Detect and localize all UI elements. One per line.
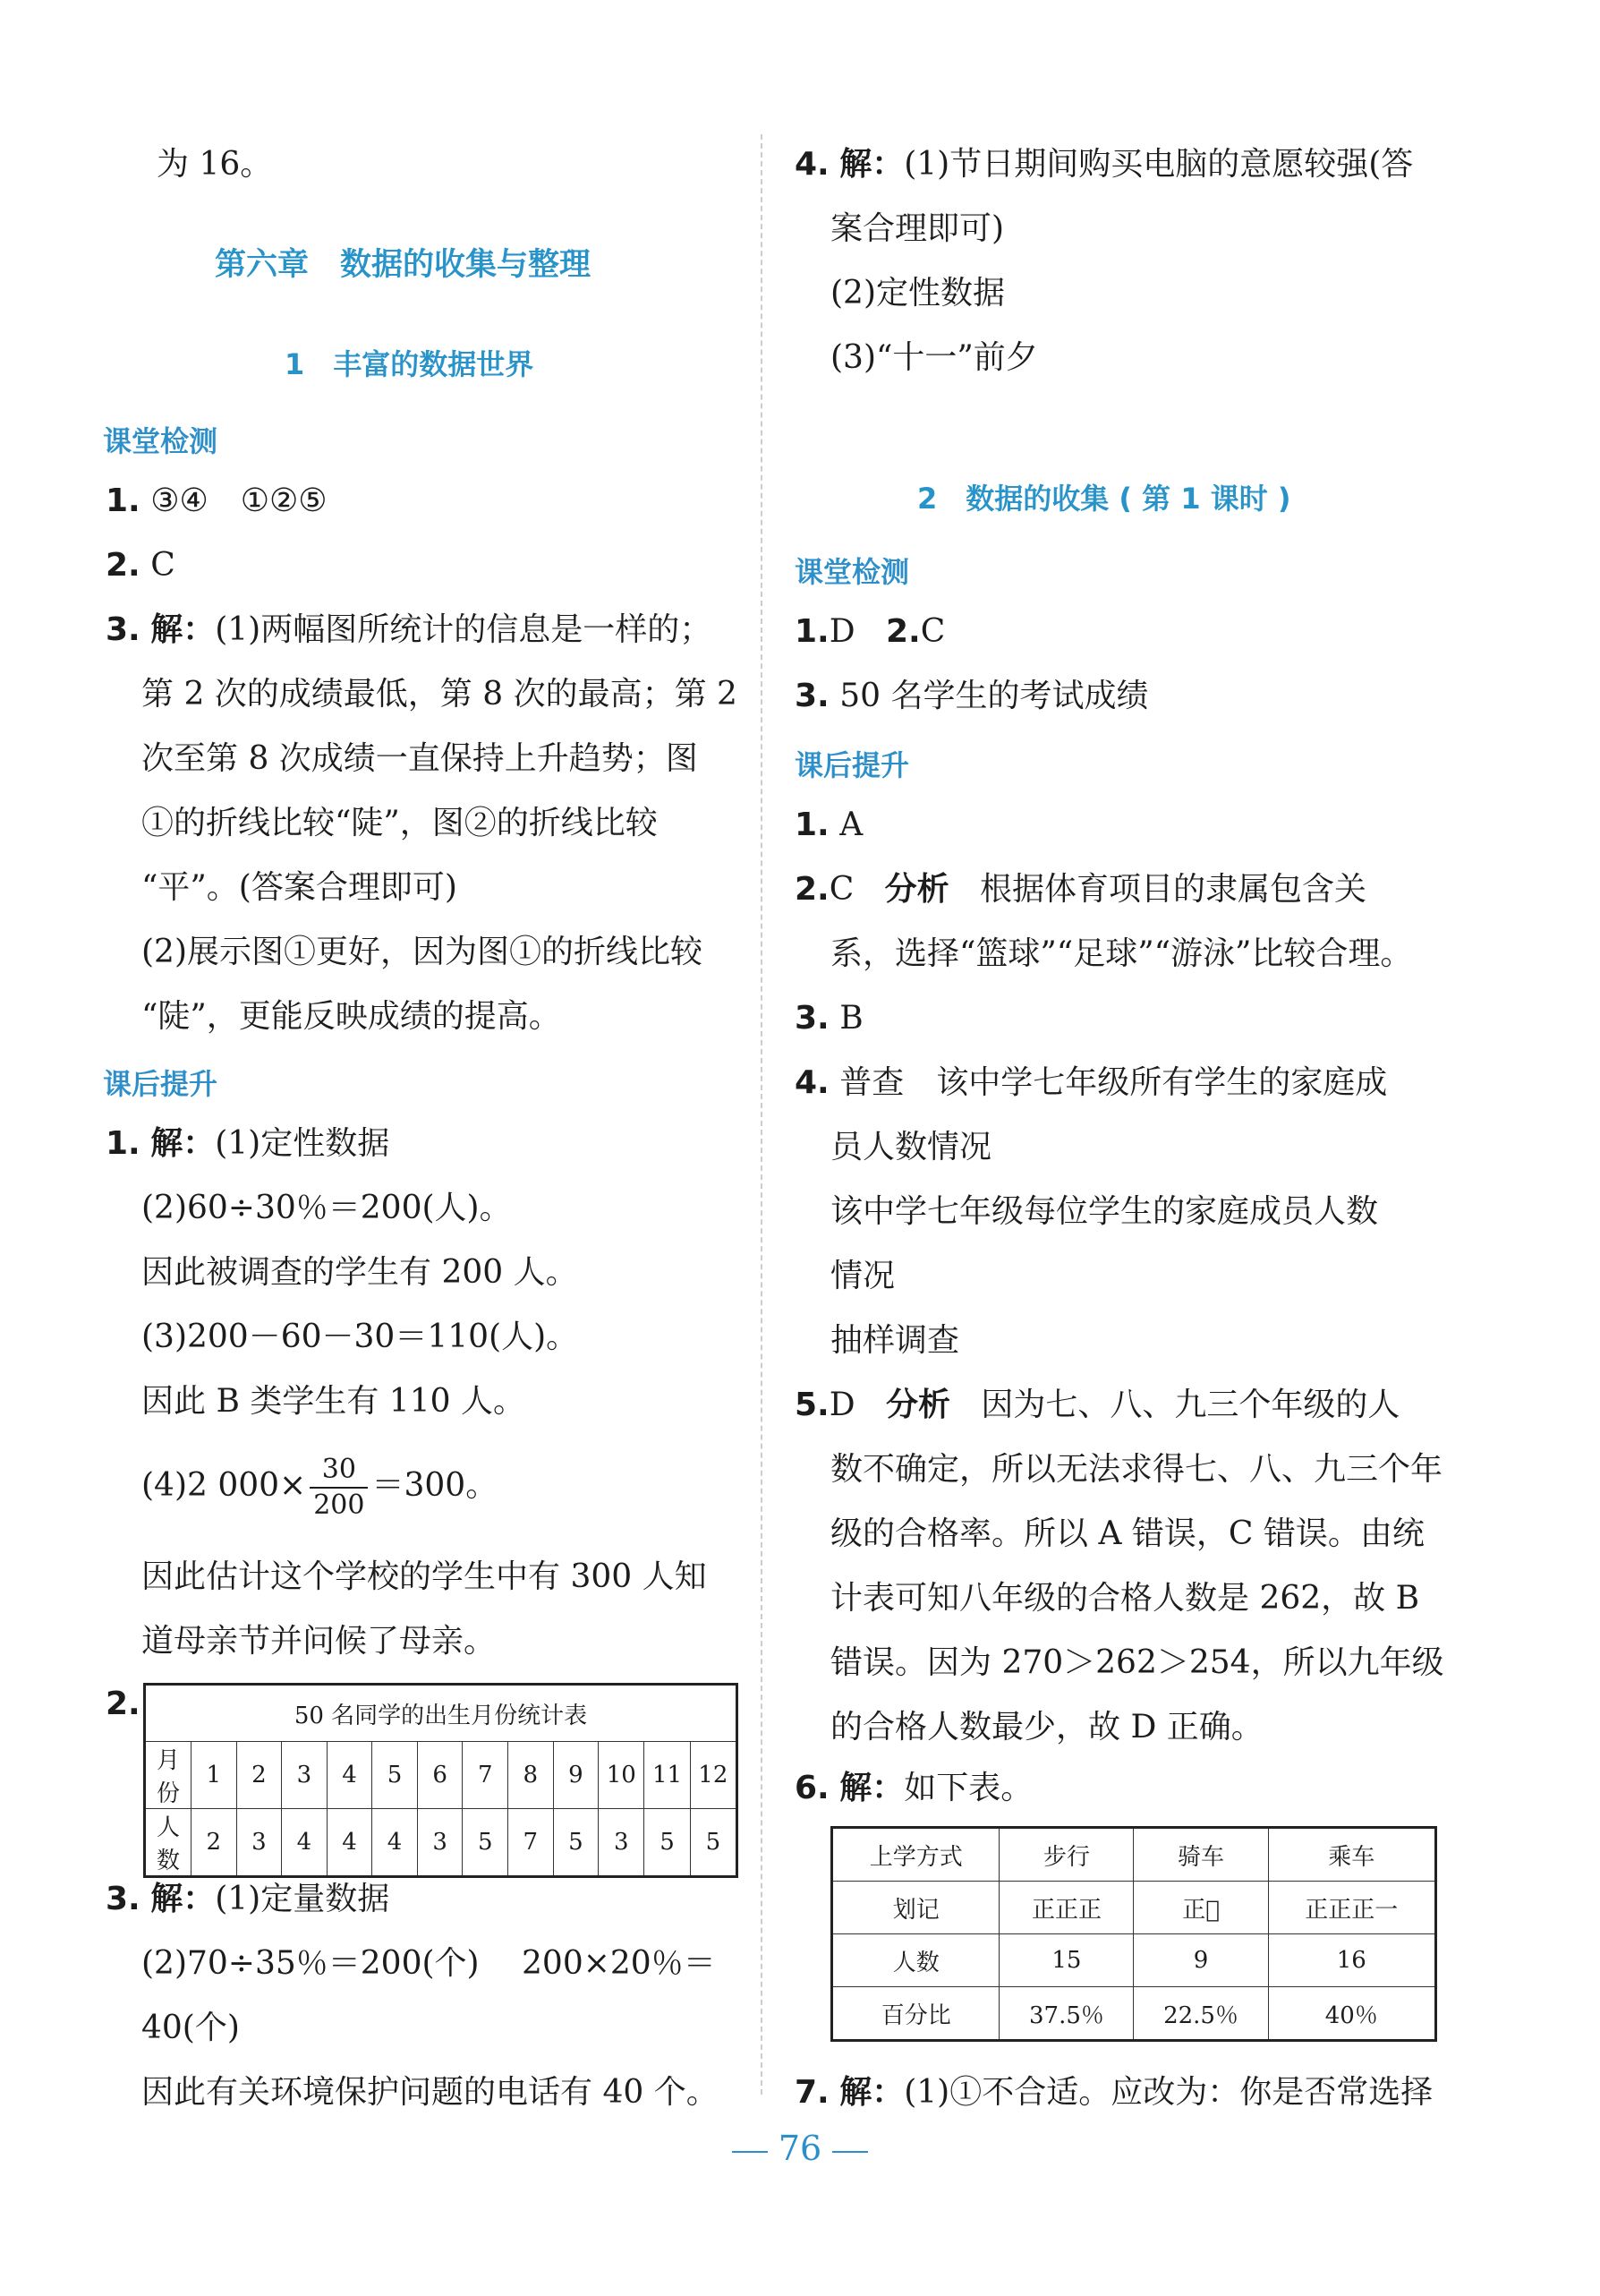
section-title: 1 丰富的数据世界	[285, 347, 534, 381]
jie-label: 解：	[150, 1881, 216, 1917]
intro-text: 为 16。	[157, 146, 273, 183]
jie-label: 解：	[150, 1125, 216, 1162]
answer-text: (1)节日期间购买电脑的意愿较强(答	[904, 146, 1414, 183]
cell: 7	[508, 1809, 554, 1877]
answer-text: ③④ ①②⑤	[150, 482, 328, 519]
cell: 5	[553, 1809, 599, 1877]
answer-text: B	[839, 1000, 864, 1037]
r-hw-5	[795, 1384, 1400, 1427]
q-number: 1.	[106, 1125, 140, 1162]
cell: 10	[599, 1742, 644, 1809]
heading-kehou-2: 课后提升	[795, 748, 910, 782]
cell: 8	[508, 1742, 554, 1809]
answer-text: C	[829, 871, 855, 908]
hw-answer-1-line: 因此估计这个学校的学生中有 300 人知	[141, 1558, 707, 1595]
answer-3-line: 第 2 次的成绩最低，第 8 次的最高；第 2	[141, 676, 737, 713]
row-label: 人数	[145, 1809, 191, 1877]
r-hw-3	[795, 997, 864, 1040]
analysis-label: 分析	[885, 1387, 950, 1423]
answer-text: D	[829, 1387, 855, 1423]
hw-answer-1-fraction-line	[141, 1450, 498, 1522]
hw-answer-1-line: 道母亲节并问候了母亲。	[141, 1623, 497, 1660]
q-number: 6.	[795, 1770, 830, 1806]
r-hw-1	[795, 804, 863, 847]
cell: 3	[236, 1809, 282, 1877]
cell: 4	[327, 1742, 372, 1809]
heading-ketang-2: 课堂检测	[795, 555, 910, 589]
table-row	[832, 1987, 1436, 2041]
cell: 人数	[832, 1934, 1000, 1987]
q-number: 2.	[885, 613, 921, 650]
answer-3-line: 次至第 8 次成绩一直保持上升趋势；图	[141, 740, 698, 777]
header-cell: 上学方式	[832, 1828, 1000, 1882]
cell: 百分比	[832, 1987, 1000, 2041]
cell: 7	[463, 1742, 508, 1809]
hw-answer-3-line: 40(个)	[141, 2010, 240, 2046]
cell: 4	[282, 1809, 328, 1877]
hw-answer-1-line: (3)200－60－30＝110(人)。	[141, 1319, 579, 1355]
r-hw-4-line: 抽样调查	[830, 1322, 960, 1359]
table-row	[832, 1882, 1436, 1934]
jie-label: 解：	[839, 2074, 905, 2111]
answer-3-line: ①的折线比较“陡”，图②的折线比较	[141, 805, 658, 841]
q-number: 3.	[795, 678, 830, 714]
r-answers-1-2	[795, 610, 945, 653]
r-answer-4	[795, 143, 1413, 186]
fraction-numerator: 30	[310, 1456, 368, 1489]
answer-3-line: “陡”，更能反映成绩的提高。	[141, 998, 561, 1035]
answer-text: C	[150, 547, 175, 584]
cell: 11	[644, 1742, 690, 1809]
header-cell: 步行	[1000, 1828, 1134, 1882]
cell: 正正正	[1000, 1882, 1134, 1934]
header-cell: 骑车	[1134, 1828, 1268, 1882]
r-hw-4-line: 情况	[830, 1258, 896, 1294]
hw-answer-1-line: 因此 B 类学生有 110 人。	[141, 1383, 525, 1420]
header-cell: 乘车	[1268, 1828, 1435, 1882]
q-number: 1.	[795, 807, 830, 843]
cell: 9	[553, 1742, 599, 1809]
answer-text: (1)两幅图所统计的信息是一样的；	[215, 611, 712, 648]
cell: 正𠀆	[1134, 1882, 1268, 1934]
cell: 12	[690, 1742, 736, 1809]
q-number: 3.	[106, 611, 140, 648]
answer-text: (1)①不合适。应改为：你是否常选择	[904, 2074, 1434, 2111]
answer-1	[106, 480, 328, 523]
q-number: 2.	[106, 547, 140, 584]
r-hw-4	[795, 1062, 1387, 1105]
page-number-dash	[832, 2151, 868, 2153]
r-hw-7	[795, 2071, 1433, 2114]
q-number: 3.	[795, 1000, 830, 1037]
answer-text: C	[920, 613, 946, 650]
q-number: 5.	[795, 1387, 830, 1423]
jie-label: 解：	[839, 1770, 905, 1806]
hw-answer-1	[106, 1122, 389, 1165]
jie-label: 解：	[150, 611, 216, 648]
answer-text: D	[829, 613, 855, 650]
table-row	[145, 1742, 737, 1809]
answer-text: (1)定性数据	[215, 1125, 390, 1162]
cell: 16	[1268, 1934, 1435, 1987]
answer-3-line: “平”。(答案合理即可)	[141, 869, 457, 906]
table-caption: 50 名同学的出生月份统计表	[145, 1685, 737, 1742]
page-number	[0, 2129, 1600, 2168]
section-title-2: 2 数据的收集 ( 第 1 课时 )	[917, 482, 1291, 516]
q-number: 4.	[795, 146, 830, 183]
r-answer-4-line: (2)定性数据	[830, 275, 1005, 312]
cell: 5	[690, 1809, 736, 1877]
fraction	[310, 1456, 368, 1519]
cell: 4	[372, 1809, 418, 1877]
cell: 9	[1134, 1934, 1268, 1987]
heading-kehou: 课后提升	[103, 1067, 218, 1101]
commute-table	[830, 1826, 1437, 2042]
cell: 2	[236, 1742, 282, 1809]
q-number: 4.	[795, 1064, 830, 1101]
answer-3	[106, 609, 711, 652]
r-hw-4-line: 该中学七年级每位学生的家庭成员人数	[830, 1193, 1379, 1230]
jie-label: 解：	[839, 146, 905, 183]
r-hw-5-line: 计表可知八年级的合格人数是 262，故 B	[830, 1580, 1420, 1617]
r-hw-4-line: 员人数情况	[830, 1129, 992, 1165]
r-answer-4-line: (3)“十一”前夕	[830, 339, 1038, 376]
r-hw-5-line: 的合格人数最少，故 D 正确。	[830, 1709, 1264, 1745]
cell: 5	[463, 1809, 508, 1877]
hw-answer-3-line: 因此有关环境保护问题的电话有 40 个。	[141, 2074, 719, 2111]
cell: 15	[1000, 1934, 1134, 1987]
hw-answer-1-line: 因此被调查的学生有 200 人。	[141, 1254, 578, 1291]
q-number: 1.	[106, 482, 140, 519]
cell: 划记	[832, 1882, 1000, 1934]
analysis-text: 因为七、八、九三个年级的人	[981, 1387, 1400, 1423]
table-row	[145, 1809, 737, 1877]
q-number: 3.	[106, 1881, 140, 1917]
cell: 5	[644, 1809, 690, 1877]
answer-text: 50 名学生的考试成绩	[839, 678, 1149, 714]
r-answer-4-line: 案合理即可)	[830, 210, 1005, 247]
cell: 1	[191, 1742, 236, 1809]
hw-answer-3	[106, 1878, 389, 1921]
answer-text: (1)定量数据	[215, 1881, 390, 1917]
birth-month-table	[143, 1683, 738, 1878]
cell: 22.5％	[1134, 1987, 1268, 2041]
analysis-text: 根据体育项目的隶属包含关	[979, 871, 1366, 908]
analysis-label: 分析	[884, 871, 949, 908]
q-number: 7.	[795, 2074, 830, 2111]
row-label: 月份	[145, 1742, 191, 1809]
page-number-dash	[732, 2151, 768, 2153]
r-hw-6	[795, 1767, 1033, 1810]
cell: 3	[417, 1809, 463, 1877]
answer-text: 普查 该中学七年级所有学生的家庭成	[839, 1064, 1388, 1101]
chapter-title: 第六章 数据的收集与整理	[215, 247, 591, 283]
column-divider	[761, 134, 762, 2095]
page-number-text: 76	[778, 2129, 822, 2168]
table-row	[832, 1934, 1436, 1987]
table-header-row	[832, 1828, 1436, 1882]
hw-answer-3-line: (2)70÷35％＝200(个) 200×20％＝	[141, 1945, 716, 1982]
q-number: 2.	[106, 1686, 140, 1722]
expr-prefix: (4)2 000×	[141, 1467, 307, 1504]
cell: 5	[372, 1742, 418, 1809]
heading-ketang: 课堂检测	[103, 424, 218, 458]
cell: 37.5％	[1000, 1987, 1134, 2041]
q-number: 1.	[795, 613, 830, 650]
expr-suffix: ＝300。	[371, 1467, 498, 1504]
cell: 3	[282, 1742, 328, 1809]
answer-text: A	[839, 807, 864, 843]
r-hw-5-line: 错误。因为 270＞262＞254，所以九年级	[830, 1644, 1444, 1681]
cell: 3	[599, 1809, 644, 1877]
cell: 40％	[1268, 1987, 1435, 2041]
answer-3-line: (2)展示图①更好，因为图①的折线比较	[141, 934, 702, 970]
r-hw-2-line: 系，选择“篮球”“足球”“游泳”比较合理。	[830, 935, 1413, 972]
r-hw-5-line: 数不确定，所以无法求得七、八、九三个年	[830, 1451, 1443, 1488]
cell: 2	[191, 1809, 236, 1877]
fraction-denominator: 200	[313, 1489, 365, 1521]
cell: 4	[327, 1809, 372, 1877]
cell: 正正正一	[1268, 1882, 1435, 1934]
r-hw-2	[795, 868, 1366, 911]
q-number: 2.	[795, 871, 830, 908]
answer-text: 如下表。	[904, 1770, 1034, 1806]
cell: 6	[417, 1742, 463, 1809]
r-answer-3	[795, 675, 1148, 718]
r-hw-5-line: 级的合格率。所以 A 错误，C 错误。由统	[830, 1515, 1425, 1552]
hw-answer-2-number	[106, 1683, 140, 1726]
hw-answer-1-line: (2)60÷30％＝200(人)。	[141, 1190, 512, 1226]
answer-2	[106, 544, 175, 587]
